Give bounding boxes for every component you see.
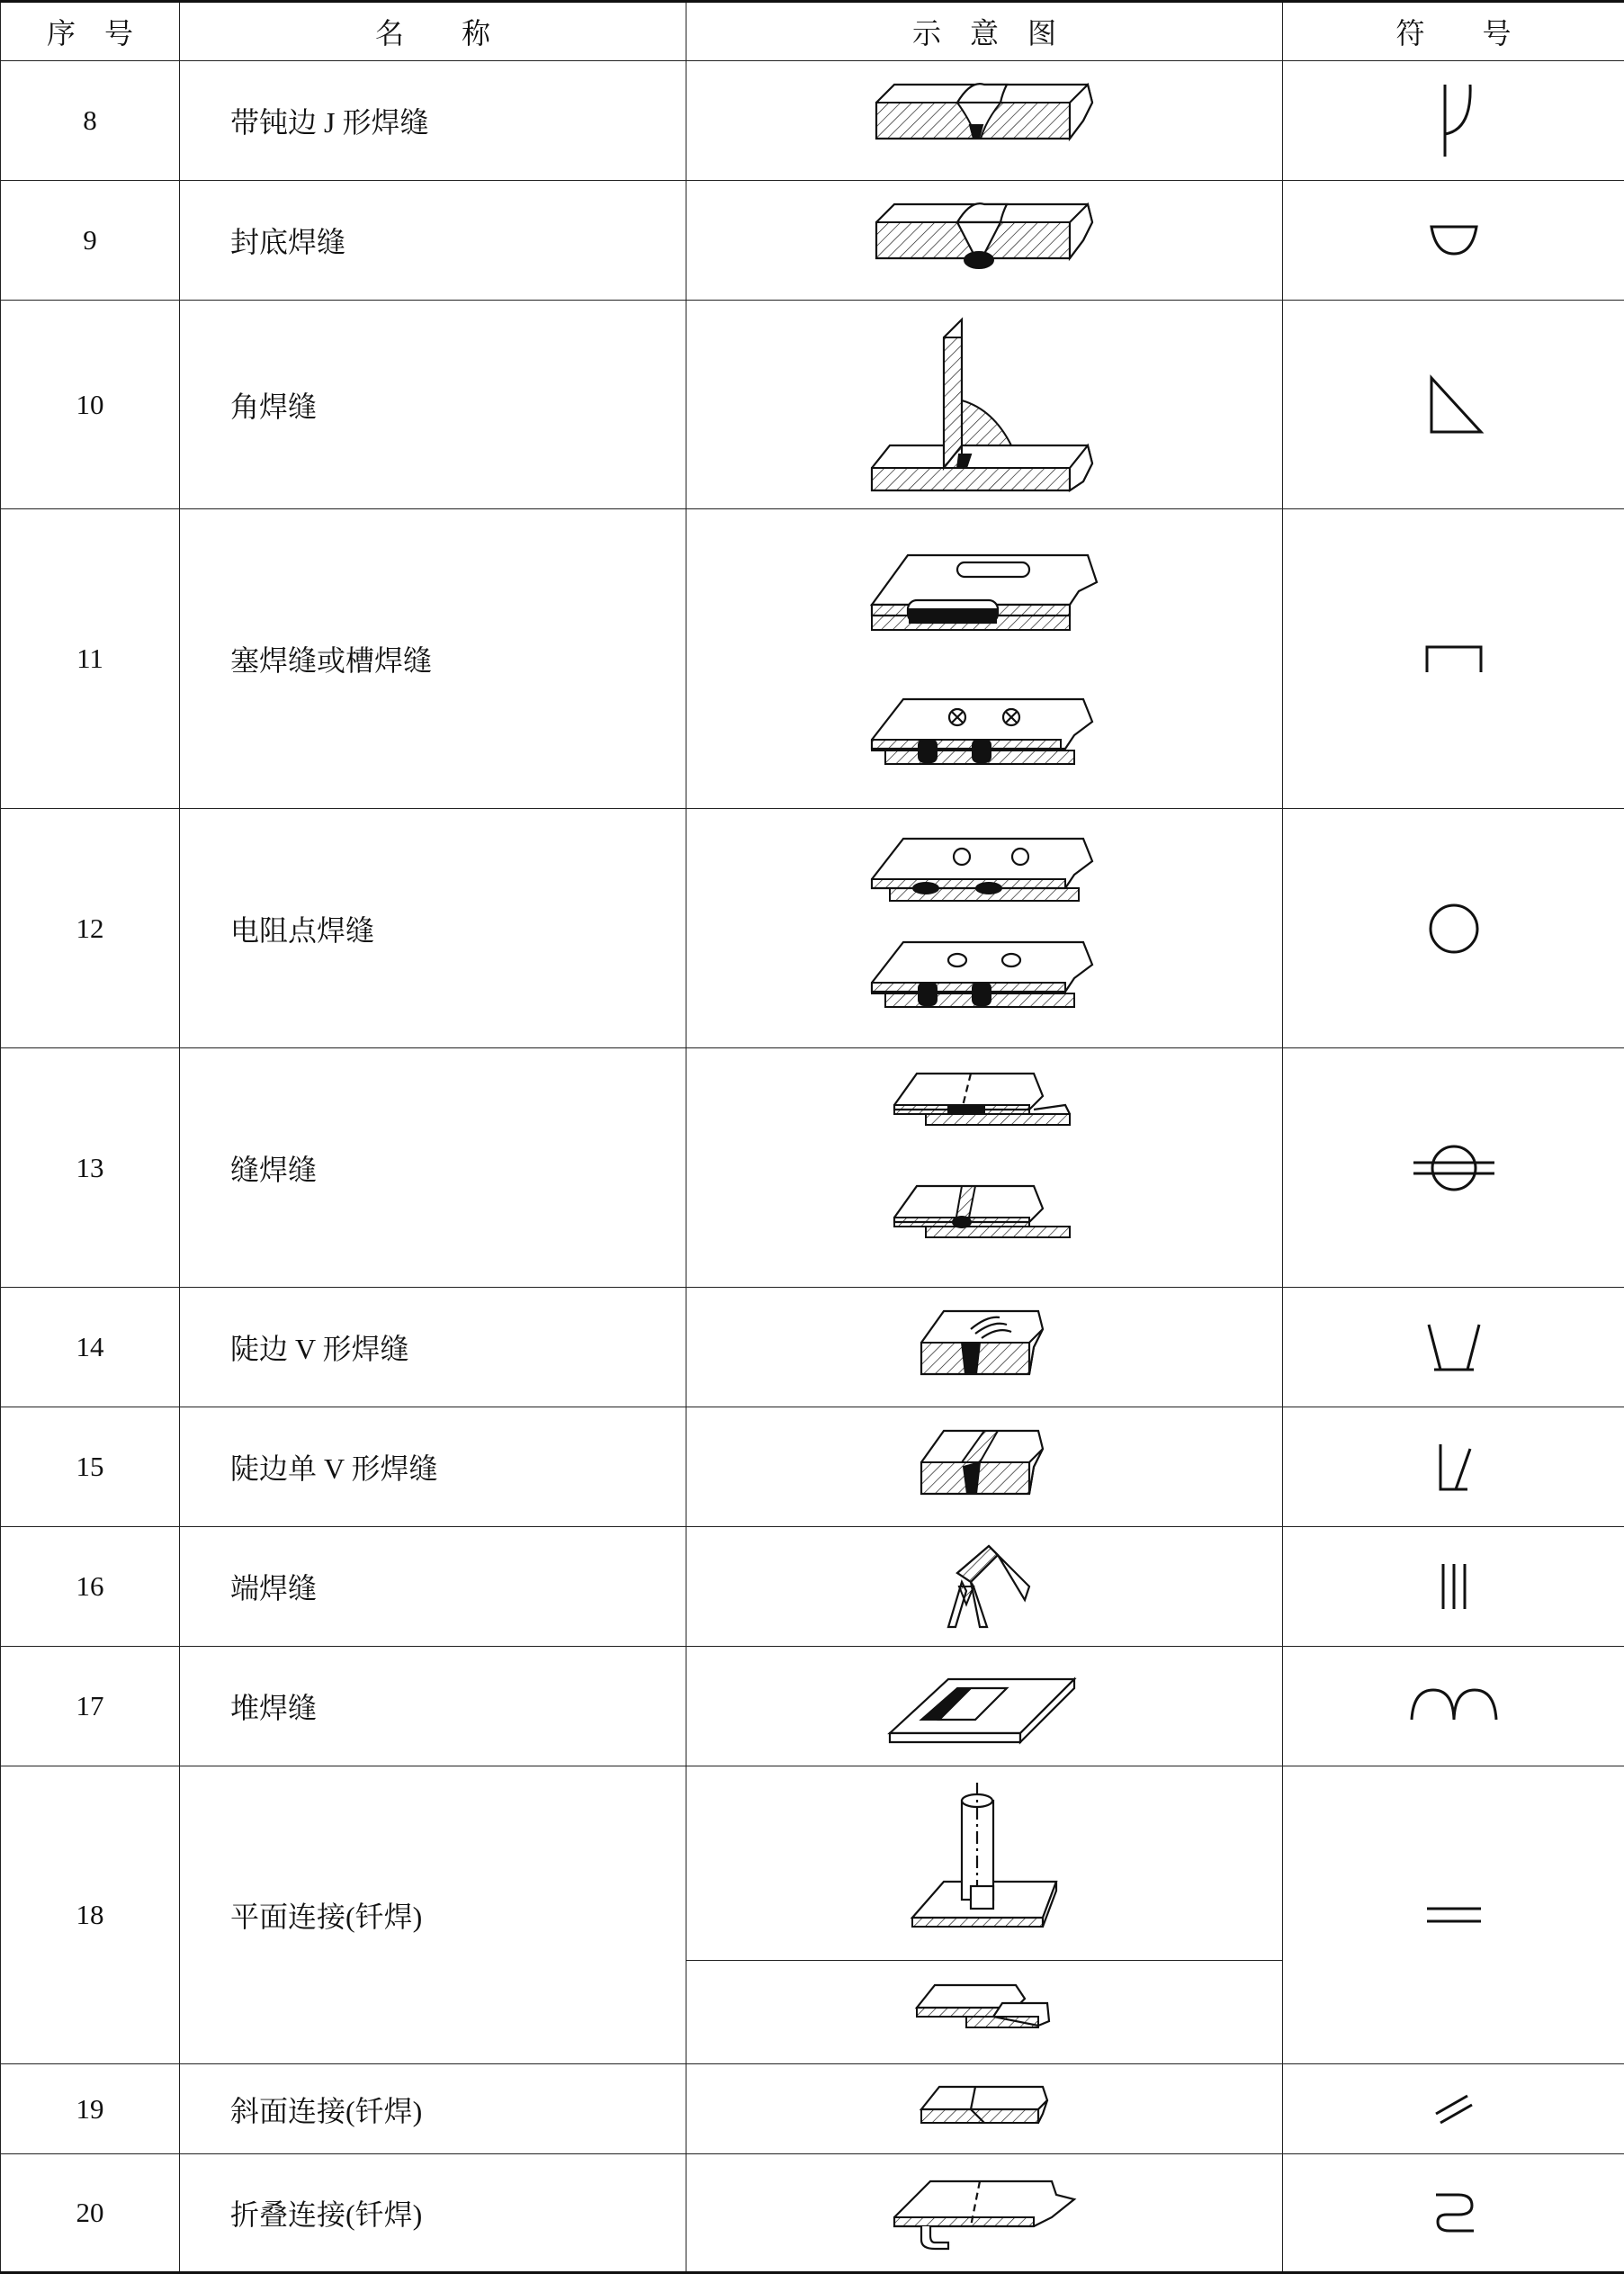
table-row [1, 2154, 1624, 2273]
table-row [1, 1527, 1624, 1647]
row-name: 陡边 V 形焊缝 [180, 1288, 686, 1407]
fillet-weld-symbol [1283, 301, 1624, 509]
table-row [1, 1766, 1624, 1961]
spot-weld-figure [686, 809, 1283, 1048]
plug-slot-weld-figure [686, 509, 1283, 809]
row-index: 16 [1, 1527, 180, 1647]
backing-weld-symbol [1283, 181, 1624, 301]
surface-joint-figure-2 [686, 1961, 1283, 2064]
j-groove-weld-figure [686, 61, 1283, 181]
plug-weld-symbol [1283, 509, 1624, 809]
row-index: 20 [1, 2154, 180, 2273]
table-row [1, 1407, 1624, 1527]
spot-weld-symbol [1283, 809, 1624, 1048]
row-name: 陡边单 V 形焊缝 [180, 1407, 686, 1527]
row-name: 角焊缝 [180, 301, 686, 509]
row-name: 缝焊缝 [180, 1048, 686, 1288]
table-row [1, 1288, 1624, 1407]
table-row [1, 809, 1624, 1048]
steep-v-weld-figure [686, 1288, 1283, 1407]
fillet-weld-figure [686, 301, 1283, 509]
surfacing-symbol [1283, 1647, 1624, 1766]
table-row [1, 2064, 1624, 2154]
table-row [1, 301, 1624, 509]
surface-joint-symbol [1283, 1766, 1624, 2064]
header-symbol: 符 号 [1283, 2, 1624, 61]
row-index: 10 [1, 301, 180, 509]
header-name: 名 称 [180, 2, 686, 61]
header-figure: 示 意 图 [686, 2, 1283, 61]
row-index: 18 [1, 1766, 180, 2064]
fold-joint-figure [686, 2154, 1283, 2273]
row-name: 斜面连接(钎焊) [180, 2064, 686, 2154]
row-index: 8 [1, 61, 180, 181]
inclined-joint-symbol [1283, 2064, 1624, 2154]
row-index: 9 [1, 181, 180, 301]
steep-single-v-symbol [1283, 1407, 1624, 1527]
seam-weld-figure [686, 1048, 1283, 1288]
header-index: 序 号 [1, 2, 180, 61]
row-name: 电阻点焊缝 [180, 809, 686, 1048]
fold-joint-symbol [1283, 2154, 1624, 2273]
row-index: 19 [1, 2064, 180, 2154]
row-index: 11 [1, 509, 180, 809]
row-index: 13 [1, 1048, 180, 1288]
edge-weld-figure [686, 1527, 1283, 1647]
row-index: 12 [1, 809, 180, 1048]
row-name: 折叠连接(钎焊) [180, 2154, 686, 2273]
row-name: 平面连接(钎焊) [180, 1766, 686, 2064]
backing-weld-figure [686, 181, 1283, 301]
row-index: 17 [1, 1647, 180, 1766]
row-name: 堆焊缝 [180, 1647, 686, 1766]
surfacing-weld-figure [686, 1647, 1283, 1766]
row-index: 15 [1, 1407, 180, 1527]
steep-v-symbol [1283, 1288, 1624, 1407]
table-row [1, 1048, 1624, 1288]
row-index: 14 [1, 1288, 180, 1407]
row-name: 端焊缝 [180, 1527, 686, 1647]
table-row [1, 181, 1624, 301]
inclined-joint-figure [686, 2064, 1283, 2154]
surface-joint-figure [686, 1766, 1283, 1961]
row-name: 塞焊缝或槽焊缝 [180, 509, 686, 809]
table-header-row [1, 2, 1624, 61]
steep-single-v-weld-figure [686, 1407, 1283, 1527]
table-row [1, 509, 1624, 809]
table-row [1, 61, 1624, 181]
row-name: 封底焊缝 [180, 181, 686, 301]
edge-weld-symbol [1283, 1527, 1624, 1647]
row-name: 带钝边 J 形焊缝 [180, 61, 686, 181]
seam-weld-symbol [1283, 1048, 1624, 1288]
j-groove-symbol [1283, 61, 1624, 181]
table-row [1, 1647, 1624, 1766]
